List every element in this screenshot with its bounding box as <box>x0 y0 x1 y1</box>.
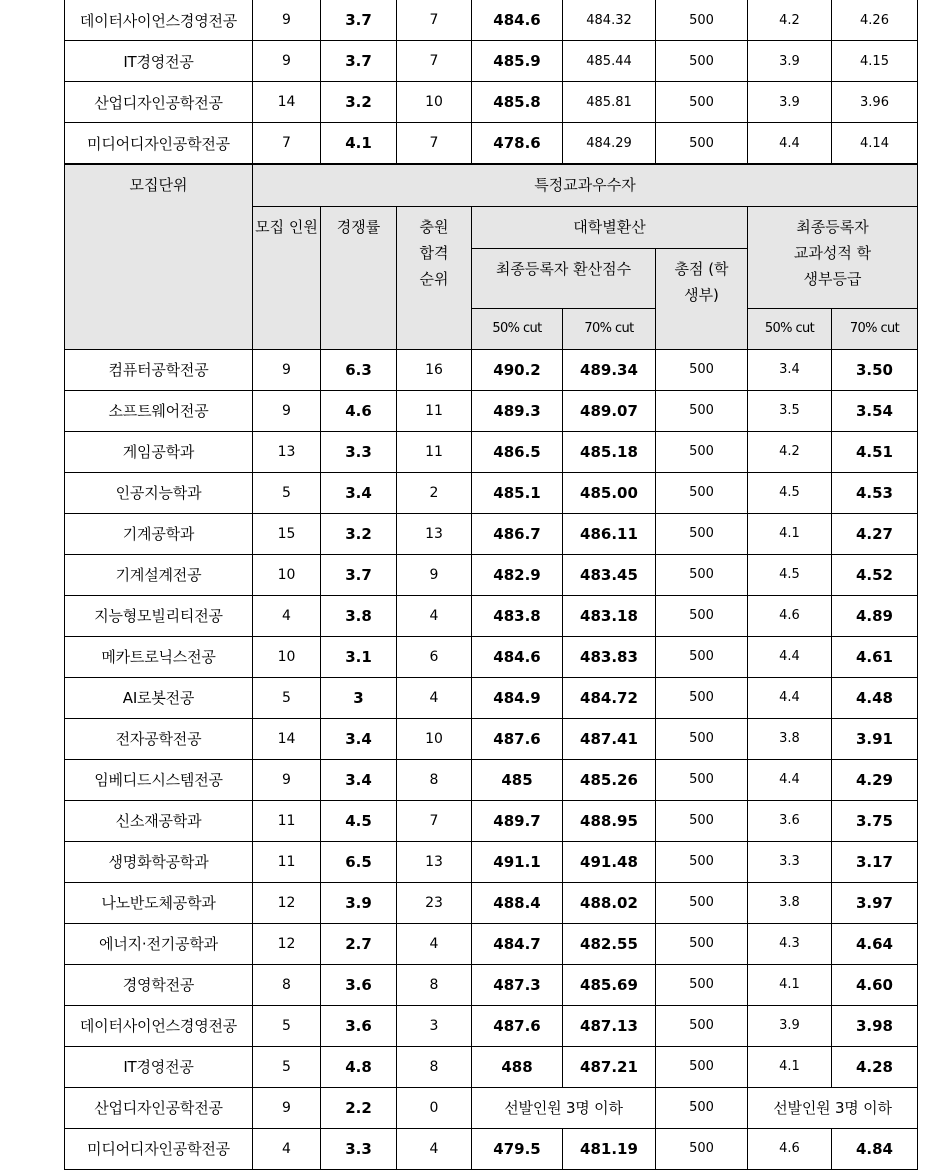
grade50-cell: 4.1 <box>748 964 832 1005</box>
recruit-cell: 14 <box>253 718 321 759</box>
total-cell: 500 <box>656 123 748 165</box>
rank-cell: 8 <box>397 759 472 800</box>
ratio-cell: 3 <box>321 677 397 718</box>
cut50-cell: 485.9 <box>472 41 563 82</box>
ratio-cell: 3.8 <box>321 595 397 636</box>
table-row <box>65 41 918 82</box>
total-cell: 500 <box>656 513 748 554</box>
unit-name-cell: 미디어디자인공학전공 <box>65 1128 253 1169</box>
unit-name-cell: 산업디자인공학전공 <box>65 1087 253 1128</box>
unit-name-cell: 게임공학과 <box>65 431 253 472</box>
header-total: 총점 (학생부) <box>656 248 748 349</box>
grade70-cell: 3.75 <box>832 800 918 841</box>
rank-cell: 9 <box>397 554 472 595</box>
rank-cell: 7 <box>397 123 472 165</box>
grade70-cell: 4.14 <box>832 123 918 165</box>
total-cell: 500 <box>656 431 748 472</box>
table-row <box>65 82 918 123</box>
table-row <box>65 677 918 718</box>
total-cell: 500 <box>656 554 748 595</box>
cut50-cell: 487.6 <box>472 718 563 759</box>
table-row <box>65 472 918 513</box>
total-cell: 500 <box>656 800 748 841</box>
header-univ-score: 대학별환산 <box>472 206 748 248</box>
cut70-cell: 485.69 <box>563 964 656 1005</box>
cut70-cell: 491.48 <box>563 841 656 882</box>
header-grade-cut70: 70% cut <box>832 308 918 349</box>
total-cell: 500 <box>656 759 748 800</box>
total-cell: 500 <box>656 1005 748 1046</box>
cut70-cell: 485.00 <box>563 472 656 513</box>
table-row <box>65 554 918 595</box>
cut50-cell: 485 <box>472 759 563 800</box>
grade50-cell: 3.5 <box>748 390 832 431</box>
recruit-cell: 11 <box>253 841 321 882</box>
cut50-cell: 485.1 <box>472 472 563 513</box>
unit-name-cell: 미디어디자인공학전공 <box>65 123 253 165</box>
grade50-cell: 4.1 <box>748 513 832 554</box>
cut50-cell: 488 <box>472 1046 563 1087</box>
recruit-cell: 14 <box>253 82 321 123</box>
ratio-cell: 6.3 <box>321 349 397 390</box>
header-unit: 모집단위 <box>65 164 253 349</box>
unit-name-cell: 전자공학전공 <box>65 718 253 759</box>
ratio-cell: 3.4 <box>321 472 397 513</box>
total-cell: 500 <box>656 1087 748 1128</box>
grade50-cell: 4.6 <box>748 1128 832 1169</box>
table-row <box>65 759 918 800</box>
grade50-cell: 4.5 <box>748 554 832 595</box>
ratio-cell: 3.9 <box>321 882 397 923</box>
header-final-grade: 최종등록자 교과성적 학생부등급 <box>748 206 918 308</box>
recruit-cell: 9 <box>253 349 321 390</box>
grade50-cell: 3.3 <box>748 841 832 882</box>
cut70-cell: 488.95 <box>563 800 656 841</box>
unit-name-cell: 임베디드시스템전공 <box>65 759 253 800</box>
cut70-cell: 483.45 <box>563 554 656 595</box>
table-row <box>65 390 918 431</box>
recruit-cell: 12 <box>253 882 321 923</box>
grade50-cell: 4.4 <box>748 677 832 718</box>
header-ratio: 경쟁률 <box>321 206 397 349</box>
ratio-cell: 3.4 <box>321 759 397 800</box>
grade70-cell: 4.64 <box>832 923 918 964</box>
total-cell: 500 <box>656 472 748 513</box>
total-cell: 500 <box>656 349 748 390</box>
ratio-cell: 3.7 <box>321 554 397 595</box>
cut70-cell: 485.44 <box>563 41 656 82</box>
grade50-cell: 4.4 <box>748 123 832 165</box>
table-row <box>65 431 918 472</box>
table-row <box>65 718 918 759</box>
cut50-cell: 485.8 <box>472 82 563 123</box>
rank-cell: 2 <box>397 472 472 513</box>
grade50-cell: 3.8 <box>748 718 832 759</box>
score-note-cell: 선발인원 3명 이하 <box>472 1087 656 1128</box>
ratio-cell: 2.2 <box>321 1087 397 1128</box>
cut50-cell: 486.7 <box>472 513 563 554</box>
ratio-cell: 3.6 <box>321 1005 397 1046</box>
ratio-cell: 3.2 <box>321 513 397 554</box>
recruit-cell: 7 <box>253 123 321 165</box>
cut70-cell: 489.07 <box>563 390 656 431</box>
grade70-cell: 3.98 <box>832 1005 918 1046</box>
unit-name-cell: 산업디자인공학전공 <box>65 82 253 123</box>
main-rows-section <box>65 349 918 1087</box>
total-cell: 500 <box>656 636 748 677</box>
grade70-cell: 4.26 <box>832 0 918 41</box>
grade70-cell: 3.91 <box>832 718 918 759</box>
rank-cell: 16 <box>397 349 472 390</box>
recruit-cell: 12 <box>253 923 321 964</box>
table-row <box>65 123 918 165</box>
grade50-cell: 4.4 <box>748 636 832 677</box>
grade70-cell: 4.28 <box>832 1046 918 1087</box>
recruit-cell: 15 <box>253 513 321 554</box>
unit-name-cell: 생명화학공학과 <box>65 841 253 882</box>
cut50-cell: 483.8 <box>472 595 563 636</box>
cut50-cell: 489.3 <box>472 390 563 431</box>
total-cell: 500 <box>656 0 748 41</box>
cut50-cell: 484.6 <box>472 0 563 41</box>
ratio-cell: 2.7 <box>321 923 397 964</box>
grade70-cell: 3.17 <box>832 841 918 882</box>
grade70-cell: 4.60 <box>832 964 918 1005</box>
table-row <box>65 513 918 554</box>
grade70-cell: 3.96 <box>832 82 918 123</box>
ratio-cell: 4.8 <box>321 1046 397 1087</box>
table-row <box>65 800 918 841</box>
grade-note-cell: 선발인원 3명 이하 <box>748 1087 918 1128</box>
grade50-cell: 3.8 <box>748 882 832 923</box>
header-grade-cut50: 50% cut <box>748 308 832 349</box>
cut70-cell: 484.32 <box>563 0 656 41</box>
cut50-cell: 484.7 <box>472 923 563 964</box>
unit-name-cell: 신소재공학과 <box>65 800 253 841</box>
cut70-cell: 483.83 <box>563 636 656 677</box>
grade70-cell: 4.27 <box>832 513 918 554</box>
ratio-cell: 3.7 <box>321 41 397 82</box>
grade50-cell: 4.5 <box>748 472 832 513</box>
total-cell: 500 <box>656 841 748 882</box>
admission-results-table <box>64 0 918 1170</box>
cut50-cell: 487.3 <box>472 964 563 1005</box>
ratio-cell: 3.1 <box>321 636 397 677</box>
grade70-cell: 3.97 <box>832 882 918 923</box>
ratio-cell: 4.1 <box>321 123 397 165</box>
unit-name-cell: 컴퓨터공학전공 <box>65 349 253 390</box>
unit-name-cell: AI로봇전공 <box>65 677 253 718</box>
grade50-cell: 3.6 <box>748 800 832 841</box>
rank-cell: 11 <box>397 390 472 431</box>
recruit-cell: 4 <box>253 595 321 636</box>
table-row <box>65 1128 918 1169</box>
recruit-cell: 9 <box>253 759 321 800</box>
rank-cell: 13 <box>397 513 472 554</box>
cut70-cell: 482.55 <box>563 923 656 964</box>
unit-name-cell: IT경영전공 <box>65 1046 253 1087</box>
unit-name-cell: 인공지능학과 <box>65 472 253 513</box>
unit-name-cell: 지능형모빌리티전공 <box>65 595 253 636</box>
grade50-cell: 4.2 <box>748 0 832 41</box>
table-row <box>65 1046 918 1087</box>
grade50-cell: 3.9 <box>748 82 832 123</box>
top-rows-section <box>65 0 918 164</box>
recruit-cell: 5 <box>253 1046 321 1087</box>
unit-name-cell: 에너지·전기공학과 <box>65 923 253 964</box>
ratio-cell: 3.2 <box>321 82 397 123</box>
grade50-cell: 4.4 <box>748 759 832 800</box>
table-row <box>65 964 918 1005</box>
grade70-cell: 3.50 <box>832 349 918 390</box>
header-final-score: 최종등록자 환산점수 <box>472 248 656 308</box>
recruit-cell: 9 <box>253 41 321 82</box>
total-cell: 500 <box>656 882 748 923</box>
ratio-cell: 4.5 <box>321 800 397 841</box>
ratio-cell: 3.3 <box>321 1128 397 1169</box>
grade70-cell: 4.48 <box>832 677 918 718</box>
ratio-cell: 3.7 <box>321 0 397 41</box>
unit-name-cell: 경영학전공 <box>65 964 253 1005</box>
cut50-cell: 484.6 <box>472 636 563 677</box>
unit-name-cell: 기계공학과 <box>65 513 253 554</box>
cut70-cell: 486.11 <box>563 513 656 554</box>
cut50-cell: 489.7 <box>472 800 563 841</box>
total-cell: 500 <box>656 964 748 1005</box>
grade50-cell: 4.3 <box>748 923 832 964</box>
cut50-cell: 491.1 <box>472 841 563 882</box>
total-cell: 500 <box>656 41 748 82</box>
grade50-cell: 3.9 <box>748 1005 832 1046</box>
rank-cell: 4 <box>397 595 472 636</box>
grade50-cell: 3.4 <box>748 349 832 390</box>
unit-name-cell: 나노반도체공학과 <box>65 882 253 923</box>
cut70-cell: 484.29 <box>563 123 656 165</box>
rank-cell: 10 <box>397 82 472 123</box>
grade70-cell: 4.52 <box>832 554 918 595</box>
grade70-cell: 4.29 <box>832 759 918 800</box>
table-row <box>65 882 918 923</box>
recruit-cell: 5 <box>253 472 321 513</box>
recruit-cell: 5 <box>253 1005 321 1046</box>
total-cell: 500 <box>656 718 748 759</box>
table-header <box>65 164 918 349</box>
rank-cell: 13 <box>397 841 472 882</box>
cut50-cell: 478.6 <box>472 123 563 165</box>
rank-cell: 4 <box>397 923 472 964</box>
recruit-cell: 9 <box>253 1087 321 1128</box>
cut70-cell: 481.19 <box>563 1128 656 1169</box>
cut50-cell: 482.9 <box>472 554 563 595</box>
unit-name-cell: 데이터사이언스경영전공 <box>65 0 253 41</box>
recruit-cell: 8 <box>253 964 321 1005</box>
rank-cell: 8 <box>397 964 472 1005</box>
grade70-cell: 3.54 <box>832 390 918 431</box>
table-row <box>65 0 918 41</box>
grade70-cell: 4.89 <box>832 595 918 636</box>
rank-cell: 4 <box>397 1128 472 1169</box>
total-cell: 500 <box>656 82 748 123</box>
header-rank: 충원 합격 순위 <box>397 206 472 349</box>
cut50-cell: 487.6 <box>472 1005 563 1046</box>
rank-cell: 6 <box>397 636 472 677</box>
grade50-cell: 3.9 <box>748 41 832 82</box>
grade50-cell: 4.2 <box>748 431 832 472</box>
total-cell: 500 <box>656 595 748 636</box>
cut70-cell: 485.26 <box>563 759 656 800</box>
recruit-cell: 5 <box>253 677 321 718</box>
recruit-cell: 4 <box>253 1128 321 1169</box>
cut50-cell: 488.4 <box>472 882 563 923</box>
grade70-cell: 4.53 <box>832 472 918 513</box>
ratio-cell: 3.6 <box>321 964 397 1005</box>
total-cell: 500 <box>656 1128 748 1169</box>
rank-cell: 7 <box>397 0 472 41</box>
cut70-cell: 483.18 <box>563 595 656 636</box>
grade50-cell: 4.6 <box>748 595 832 636</box>
recruit-cell: 9 <box>253 390 321 431</box>
rank-cell: 10 <box>397 718 472 759</box>
recruit-cell: 11 <box>253 800 321 841</box>
header-cut50: 50% cut <box>472 308 563 349</box>
cut50-cell: 490.2 <box>472 349 563 390</box>
table-row <box>65 1087 918 1128</box>
ratio-cell: 4.6 <box>321 390 397 431</box>
table-row <box>65 636 918 677</box>
cut70-cell: 484.72 <box>563 677 656 718</box>
table-row <box>65 841 918 882</box>
unit-name-cell: 메카트로닉스전공 <box>65 636 253 677</box>
rank-cell: 4 <box>397 677 472 718</box>
rank-cell: 3 <box>397 1005 472 1046</box>
cut70-cell: 487.41 <box>563 718 656 759</box>
total-cell: 500 <box>656 1046 748 1087</box>
header-group: 특정교과우수자 <box>253 164 918 206</box>
unit-name-cell: 기계설계전공 <box>65 554 253 595</box>
recruit-cell: 10 <box>253 554 321 595</box>
ratio-cell: 6.5 <box>321 841 397 882</box>
tail-rows-section <box>65 1087 918 1169</box>
grade70-cell: 4.84 <box>832 1128 918 1169</box>
total-cell: 500 <box>656 923 748 964</box>
recruit-cell: 13 <box>253 431 321 472</box>
recruit-cell: 9 <box>253 0 321 41</box>
unit-name-cell: 소프트웨어전공 <box>65 390 253 431</box>
table-row <box>65 1005 918 1046</box>
unit-name-cell: 데이터사이언스경영전공 <box>65 1005 253 1046</box>
header-recruit: 모집 인원 <box>253 206 321 349</box>
cut70-cell: 485.18 <box>563 431 656 472</box>
unit-name-cell: IT경영전공 <box>65 41 253 82</box>
table-row <box>65 349 918 390</box>
cut50-cell: 484.9 <box>472 677 563 718</box>
cut70-cell: 489.34 <box>563 349 656 390</box>
cut50-cell: 479.5 <box>472 1128 563 1169</box>
total-cell: 500 <box>656 390 748 431</box>
ratio-cell: 3.3 <box>321 431 397 472</box>
rank-cell: 0 <box>397 1087 472 1128</box>
total-cell: 500 <box>656 677 748 718</box>
rank-cell: 7 <box>397 41 472 82</box>
rank-cell: 23 <box>397 882 472 923</box>
cut70-cell: 488.02 <box>563 882 656 923</box>
grade50-cell: 4.1 <box>748 1046 832 1087</box>
grade70-cell: 4.61 <box>832 636 918 677</box>
table-row <box>65 595 918 636</box>
cut70-cell: 487.13 <box>563 1005 656 1046</box>
cut50-cell: 486.5 <box>472 431 563 472</box>
cut70-cell: 487.21 <box>563 1046 656 1087</box>
rank-cell: 8 <box>397 1046 472 1087</box>
ratio-cell: 3.4 <box>321 718 397 759</box>
grade70-cell: 4.51 <box>832 431 918 472</box>
table-row <box>65 923 918 964</box>
rank-cell: 7 <box>397 800 472 841</box>
grade70-cell: 4.15 <box>832 41 918 82</box>
recruit-cell: 10 <box>253 636 321 677</box>
cut70-cell: 485.81 <box>563 82 656 123</box>
header-cut70: 70% cut <box>563 308 656 349</box>
rank-cell: 11 <box>397 431 472 472</box>
